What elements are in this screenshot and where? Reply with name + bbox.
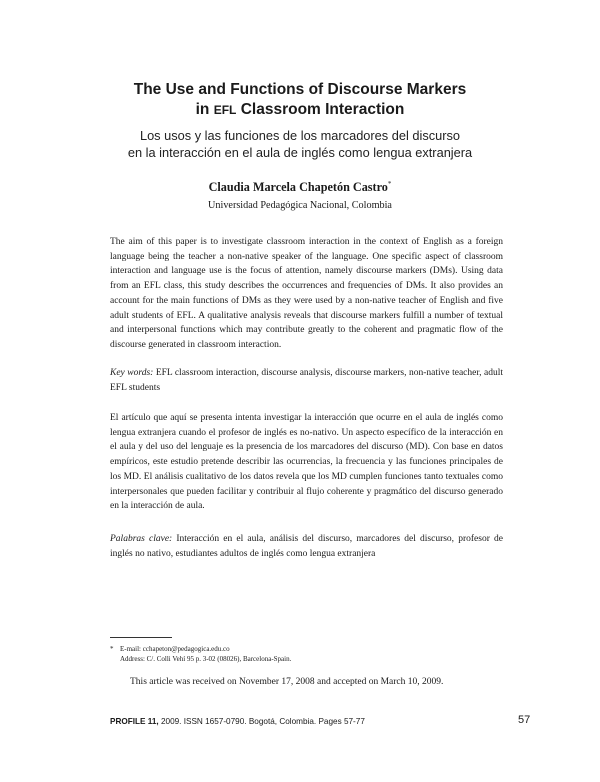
abstract-english: The aim of this paper is to investigate classroom interaction in the context of English as a foreign language being the teacher a non-native speaker of the language. One specific aspect of classroom interaction and language use is the focus of attention, namely discourse markers (DMs). Using data from an EFL class, this study describes the occurrences and frequencies of DMs. It also provides an account for the main functions of DMs as they were used by a non-native teacher of English and five adult students of EFL. A qualitative analysis reveals that discourse markers fulfill a number of textual and interpersonal functions which may contribute greatly to the coherent and pragmatic flow of the discourse generated in classroom interaction.: [110, 237, 503, 350]
footnote-email-line: [110, 644, 490, 654]
footnote-divider: [110, 637, 172, 638]
received-note: This article was received on November 17, 2008 and accepted on March 10, 2009.: [130, 677, 444, 687]
keywords-english: [110, 366, 503, 395]
title-line-2-suffix: Classroom Interaction: [240, 101, 405, 118]
footnote: [110, 644, 490, 664]
page-number: 57: [518, 714, 531, 726]
abstract-spanish: El artículo que aquí se presenta intenta investigar la interacción que ocurre en el aula de inglés como lengua extranjera cuando el profesor de inglés es no-nativo. Un aspecto específico de la interacción en el aula y del uso del lenguaje es la presencia de los marcadores del discurso (MD). Con base en datos empíricos, este estudio pretende describir las ocurrencias, la frecuencia y las funciones principales de los MD. El análisis cualitativo de los datos revela que los MD cumplen funciones tanto textuales como interpersonales que pueden facilitar y contribuir al flujo coherente y pragmático del discurso generado en la interacción de aula.: [110, 413, 503, 512]
author-name: [60, 180, 540, 195]
article-title: [60, 80, 540, 120]
footer-journal: PROFILE 11,: [110, 717, 159, 726]
page-footer: [110, 717, 365, 726]
keywords-spanish-text: Interacción en el aula, análisis del discurso, marcadores del discurso, profesor de inglés no nativo, estudiantes adultos de inglés como lengua extranjera: [110, 534, 503, 559]
subtitle-line-2: en la interacción en el aula de inglés como lengua extranjera: [127, 145, 473, 160]
title-line-1: The Use and Functions of Discourse Markers: [133, 81, 467, 98]
title-line-2-prefix: in: [195, 101, 210, 118]
article-subtitle: [60, 127, 540, 161]
keywords-english-text: EFL classroom interaction, discourse analysis, discourse markers, non-native teacher, adult EFL students: [110, 368, 504, 393]
author-footnote-mark: *: [387, 180, 392, 188]
author-affiliation: Universidad Pedagógica Nacional, Colombia: [208, 200, 392, 211]
keywords-spanish-label: Palabras clave:: [110, 534, 173, 544]
author-name-text: Claudia Marcela Chapetón Castro: [208, 180, 388, 195]
footer-details: 2009. ISSN 1657-0790. Bogotá, Colombia. Pages 57-77: [160, 717, 365, 726]
footnote-email: E-mail: cchapeton@pedagogica.edu.co: [120, 645, 230, 653]
footnote-address: Address: C/. Colli Vehí 95 p. 3-02 (08026), Barcelona-Spain.: [120, 655, 292, 663]
footnote-mark: *: [110, 645, 114, 653]
keywords-spanish: [110, 532, 503, 561]
title-line-2: [60, 100, 540, 120]
subtitle-line-1: Los usos y las funciones de los marcadores del discurso: [139, 128, 461, 143]
title-efl-abbr: EFL: [213, 103, 237, 117]
keywords-english-label: Key words:: [110, 368, 154, 378]
